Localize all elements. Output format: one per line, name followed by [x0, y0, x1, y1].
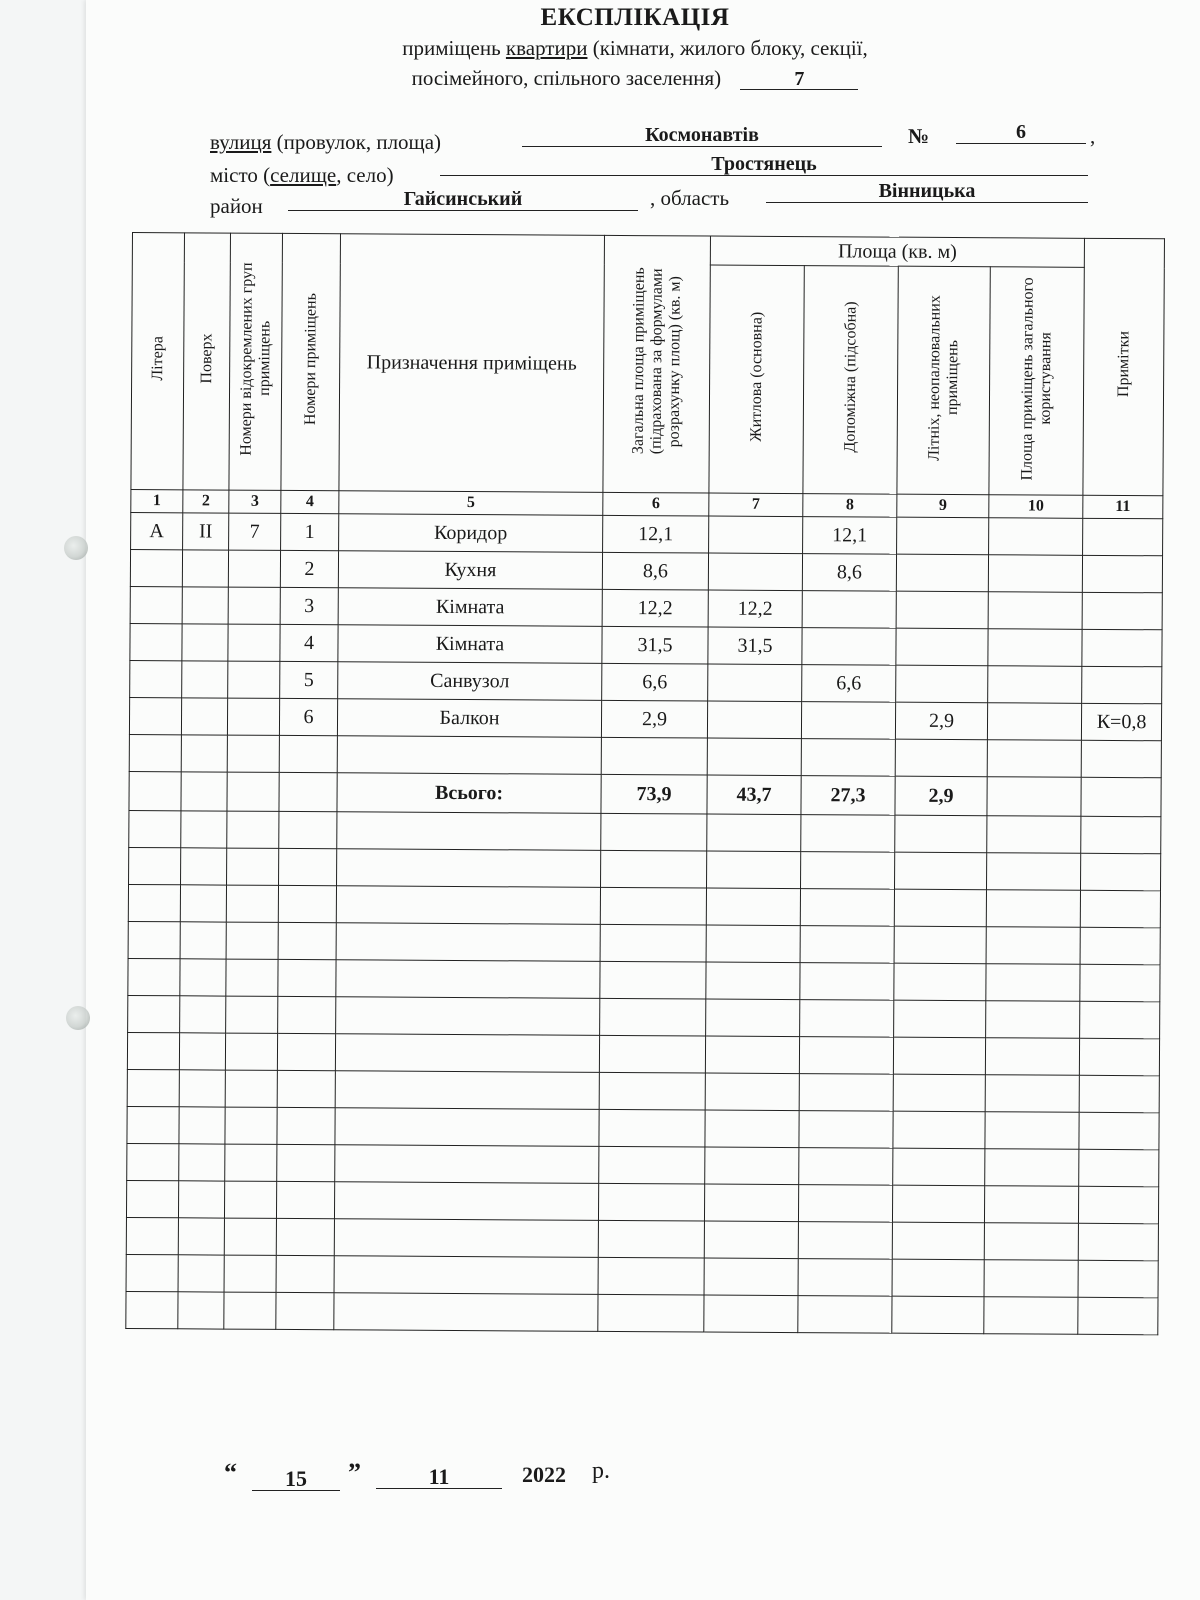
- cell-living: 12,2: [708, 590, 802, 628]
- cell-room: 6: [279, 698, 337, 735]
- apartment-number: 7: [740, 69, 858, 90]
- column-number: 11: [1083, 495, 1163, 518]
- house-number-label: №: [908, 124, 930, 148]
- date-close-quote: ”: [348, 1458, 361, 1487]
- punch-hole-top: [64, 536, 88, 560]
- punch-hole-bottom: [66, 1006, 90, 1030]
- cell-group: [228, 550, 280, 587]
- empty-row: [129, 734, 1161, 777]
- cell-aux: 6,6: [802, 665, 896, 703]
- cell-purpose: Санвузол: [338, 662, 602, 701]
- total-summer-sum: 2,9: [895, 776, 987, 816]
- header-litera: Літера: [131, 233, 185, 490]
- cell-aux: 8,6: [802, 554, 896, 592]
- empty-rows: [126, 810, 1161, 1334]
- cell-purpose: Кімната: [338, 588, 602, 627]
- street-label: вулиця (провулок, площа): [210, 130, 442, 154]
- header-auxiliary: Допоміжна (підсобна): [803, 266, 898, 495]
- table-row: [129, 697, 1161, 740]
- table-row: [130, 623, 1162, 666]
- cell-summer: [896, 591, 988, 629]
- empty-row: [128, 921, 1160, 964]
- cell-note: [1082, 592, 1162, 629]
- table-row: [130, 660, 1162, 703]
- column-number: 1: [131, 489, 183, 512]
- cell-purpose: Кімната: [338, 625, 602, 664]
- cell-aux: [801, 702, 895, 740]
- date-year: 2022: [522, 1462, 566, 1487]
- cell-total: 2,9: [601, 700, 707, 738]
- cell-group: [228, 624, 280, 661]
- city-value: Тростянець: [440, 153, 1088, 176]
- cell-living: [707, 701, 801, 739]
- total-row: [129, 771, 1161, 816]
- cell-litera: [130, 586, 182, 623]
- empty-row: [128, 958, 1160, 1001]
- cell-room: 1: [281, 513, 339, 550]
- column-number: 8: [803, 494, 897, 518]
- table-row: [130, 549, 1162, 592]
- region-value: Вінницька: [766, 180, 1088, 203]
- cell-total: 8,6: [602, 552, 708, 590]
- empty-row: [126, 1291, 1158, 1334]
- cell-litera: [129, 697, 181, 734]
- header-purpose: Призначення приміщень: [339, 234, 605, 493]
- document-title: ЕКСПЛІКАЦІЯ: [540, 4, 730, 31]
- header-common: Площа приміщень загального користування: [989, 267, 1084, 496]
- cell-common: [988, 666, 1082, 704]
- total-living-sum: 43,7: [707, 775, 801, 815]
- cell-floor: [181, 698, 227, 735]
- empty-row: [127, 1143, 1159, 1186]
- total-aux-sum: 27,3: [801, 776, 895, 816]
- cell-summer: [896, 628, 988, 666]
- table-row: [131, 512, 1163, 555]
- cell-note: [1082, 629, 1162, 666]
- date-suffix: р.: [592, 1458, 610, 1484]
- header-living: Житлова (основна): [709, 265, 804, 494]
- column-number: 5: [339, 491, 603, 516]
- district-label: район: [210, 194, 263, 218]
- subtitle-line-2: посімейного, спільного заселення) 7: [0, 66, 1200, 91]
- column-number: 2: [183, 490, 229, 513]
- address-comma: ,: [1090, 124, 1096, 148]
- cell-living: [708, 664, 802, 702]
- empty-row: [126, 1217, 1158, 1260]
- cell-room: 4: [280, 624, 338, 661]
- column-number: 6: [603, 492, 709, 516]
- explication-table: [125, 232, 1165, 1335]
- cell-aux: [802, 628, 896, 666]
- cell-summer: 2,9: [895, 702, 987, 740]
- cell-floor: II: [183, 513, 229, 550]
- cell-note: [1082, 666, 1162, 703]
- cell-common: [988, 629, 1082, 667]
- cell-group: [227, 698, 279, 735]
- cell-summer: [896, 665, 988, 703]
- cell-litera: [130, 549, 182, 586]
- column-number: 7: [709, 493, 803, 517]
- cell-purpose: Балкон: [337, 699, 601, 738]
- date-month: 11: [376, 1466, 502, 1489]
- table-row: [130, 586, 1162, 629]
- cell-group: 7: [229, 513, 281, 550]
- header-floor: Поверх: [183, 233, 231, 490]
- cell-room: 3: [280, 587, 338, 624]
- cell-living: [708, 553, 802, 591]
- cell-note: К=0,8: [1081, 703, 1161, 740]
- cell-total: 12,2: [602, 589, 708, 627]
- cell-common: [987, 703, 1081, 741]
- cell-common: [988, 555, 1082, 593]
- column-number: 4: [281, 490, 339, 513]
- street-value: Космонавтів: [522, 124, 882, 147]
- header-notes: Примітки: [1083, 238, 1165, 495]
- cell-room: 2: [280, 550, 338, 587]
- empty-row: [126, 1254, 1158, 1297]
- cell-common: [989, 518, 1083, 556]
- total-label: Всього:: [337, 773, 601, 814]
- empty-row: [129, 847, 1161, 890]
- date-day: 15: [252, 1468, 340, 1491]
- district-value: Гайсинський: [288, 188, 638, 211]
- column-number: 3: [229, 490, 281, 513]
- cell-floor: [182, 550, 228, 587]
- date-open-quote: “: [224, 1458, 237, 1487]
- cell-floor: [182, 661, 228, 698]
- region-label: , область: [650, 186, 730, 210]
- subtitle-line-1: приміщень квартири (кімнати, жилого блоку, секції,: [402, 36, 868, 60]
- empty-row: [128, 884, 1160, 927]
- column-number: 10: [989, 495, 1083, 519]
- header-total-area: Загальна площа приміщень (підрахована за формулами розрахунку площ) (кв. м): [603, 235, 711, 493]
- cell-purpose: Коридор: [339, 514, 603, 553]
- cell-group: [228, 661, 280, 698]
- cell-litera: [130, 623, 182, 660]
- cell-summer: [897, 517, 989, 555]
- cell-floor: [182, 587, 228, 624]
- cell-litera: А: [131, 512, 183, 549]
- header-area-group: Площа (кв. м): [710, 236, 1084, 267]
- empty-row: [127, 1106, 1159, 1149]
- cell-note: [1083, 518, 1163, 555]
- cell-living: [709, 516, 803, 554]
- cell-aux: 12,1: [803, 517, 897, 555]
- cell-purpose: Кухня: [338, 551, 602, 590]
- house-number-value: 6: [956, 121, 1086, 144]
- cell-group: [228, 587, 280, 624]
- cell-summer: [896, 554, 988, 592]
- cell-total: 6,6: [602, 663, 708, 701]
- empty-row: [127, 1069, 1159, 1112]
- column-number: 9: [897, 494, 989, 518]
- cell-note: [1082, 555, 1162, 592]
- cell-room: 5: [280, 661, 338, 698]
- city-label: місто (селище, село): [210, 163, 394, 187]
- cell-living: 31,5: [708, 627, 802, 665]
- empty-row: [127, 1032, 1159, 1075]
- empty-row: [126, 1180, 1158, 1223]
- cell-total: 31,5: [602, 626, 708, 664]
- empty-row: [129, 810, 1161, 853]
- header-summer: Літніх, неопалювальних приміщень: [897, 266, 990, 495]
- header-groups: Номери відокремлених груп приміщень: [229, 233, 283, 490]
- total-area-sum: 73,9: [601, 774, 707, 814]
- header-rooms: Номери приміщень: [281, 233, 341, 490]
- cell-aux: [802, 591, 896, 629]
- cell-floor: [182, 624, 228, 661]
- cell-total: 12,1: [603, 515, 709, 553]
- cell-common: [988, 592, 1082, 630]
- cell-litera: [130, 660, 182, 697]
- empty-row: [128, 995, 1160, 1038]
